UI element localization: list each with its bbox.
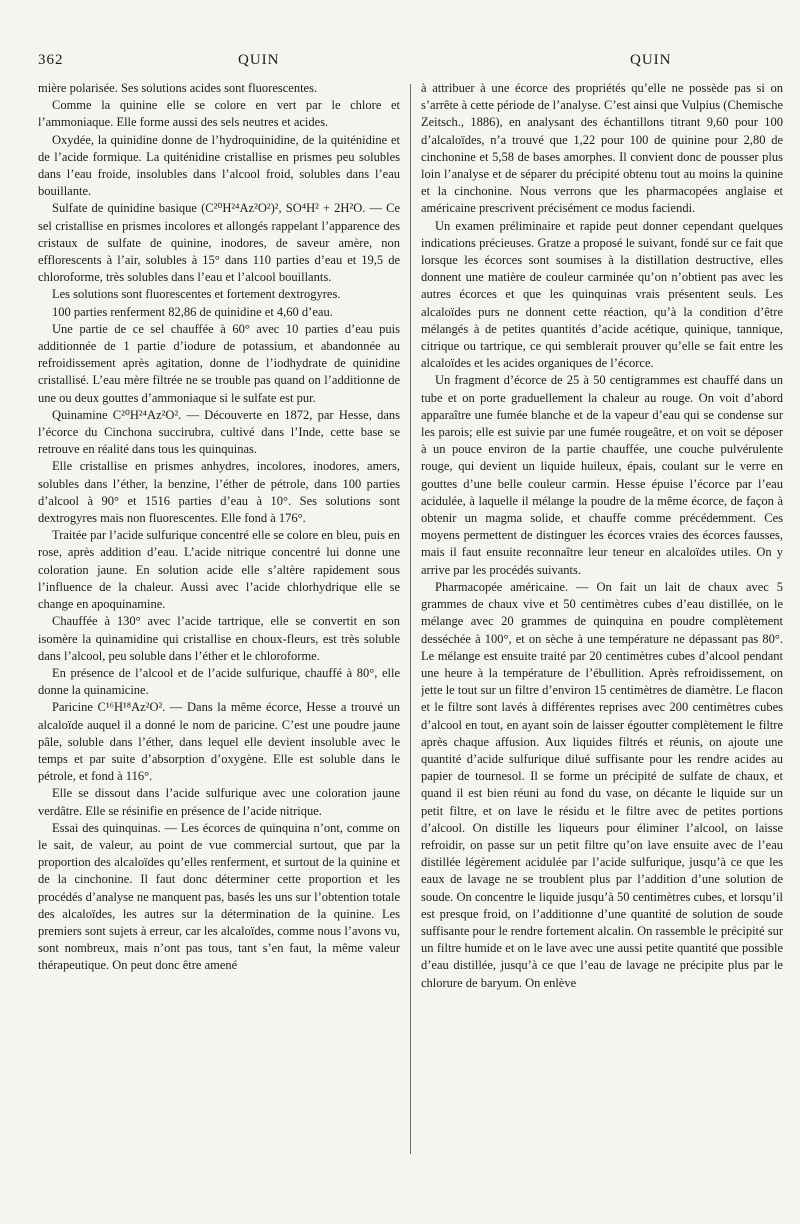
paragraph: Un examen préliminaire et rapide peut donner cependant quelques indications précieuses. Gratze a proposé le suivant, fondé sur ce fait que lorsque les écorces sont soumises à la distillation destructive, elles donnent une matière de couleur carminée qu’on n’obtient pas avec les autres écorces et que les quinquinas vrais présentent seuls. Les alcaloïdes purs ne donnent cette réaction, qu’à la condition d’être mélangés à de petites quantités d’acide acétique, quinique, tannique, citrique ou tartrique, ce qui semblerait prouver qu’elle se fait entre les alcaloïdes et les acides organiques de l’écorce. [421, 218, 783, 371]
running-title-right: QUIN [630, 52, 672, 68]
paragraph: Elle se dissout dans l’acide sulfurique avec une coloration jaune verdâtre. Elle se résinifie en présence de l’acide nitrique. [38, 786, 400, 818]
paragraph: Les solutions sont fluorescentes et fortement dextrogyres. [52, 287, 341, 302]
paragraph: mière polarisée. Ses solutions acides sont fluorescentes. [38, 81, 318, 95]
paragraph: Essai des quinquinas. — Les écorces de quinquina n’ont, comme on le sait, de valeur, au point de vue commercial surtout, que par la proportion des alcaloïdes qu’elles renferment, et surtout de la quinine et de la cinchonine. Il faut donc déterminer cette proportion et les procédés d’analyse ne manquent pas, basés les uns sur l’obtention totale des alcaloïdes, les autres sur la détermination de la quinine. Les premiers sont sujets à erreur, car les alcaloïdes, comme nous l’avons vu, sont nombreux, mais n’ont pas tous, tant s’en faut, la même valeur thérapeutique. On peut donc être amené [38, 820, 400, 973]
page-number: 362 [38, 52, 64, 68]
paragraph: Traitée par l’acide sulfurique concentré elle se colore en bleu, puis en rose, après addition d’eau. L’acide nitrique concentré lui donne une coloration jaune. En solution acide elle s’altère rapidement sous l’influence de la chaleur. Aussi avec l’acide chlorhydrique elle se change en apoquinamine. [38, 528, 400, 612]
running-header [38, 52, 770, 76]
paragraph: à attribuer à une écorce des propriétés qu’elle ne possède pas si on s’arrête à cette période de l’analyse. C’est ainsi que Vulpius (Chemische Zeitsch., 1886), en analysant des échantillons titrant 9,60 pour 100 d’alcaloïdes, n’a trouvé que 1,22 pour 100 de quinine pour 2,80 de cinchonine et 5,58 de bases amorphes. Il convient donc de pousser plus loin l’analyse et de séparer du précipité obtenu tout au moins la quinine et la cinchonine. Nous verrons que les pharmacopées anglaise et américaine prescrivent précisément ce modus faciendi. [421, 81, 783, 216]
running-title-left: QUIN [238, 52, 280, 68]
left-column [38, 80, 400, 1170]
paragraph: Oxydée, la quinidine donne de l’hydroquinidine, de la quiténidine et de l’acide formique. La quiténidine cristallise en prismes peu solubles dans l’eau froide, insolubles dans l’alcool froid, solubles dans l’eau bouillante. [38, 132, 400, 199]
paragraph: Sulfate de quinidine basique (C²⁰H²⁴Az²O²)², SO⁴H² + 2H²O. — Ce sel cristallise en prismes incolores et allongés rappelant l’apparence des cristaux de sulfate de quinine, inodores, de saveur amère, non efflorescents à l’air, solubles à 15° dans 110 parties d’eau et 19,5 de chloroforme, très solubles dans l’eau et l’alcool bouillants. [38, 201, 400, 285]
paragraph: Chauffée à 130° avec l’acide tartrique, elle se convertit en son isomère la quinamidine qui cristallise en choux-fleurs, est très soluble dans l’alcool, peu soluble dans l’éther et le chloroforme. [38, 614, 400, 663]
paragraph: Paricine C¹⁶H¹⁸Az²O². — Dans la même écorce, Hesse a trouvé un alcaloïde auquel il a donné le nom de paricine. C’est une poudre jaune pâle, soluble dans l’éther, dans lequel elle devient insoluble avec le temps et par suite d’absorption d’oxygène. Elle est soluble dans le pétrole, et fond à 116°. [38, 700, 400, 784]
paragraph: Pharmacopée américaine. — On fait un lait de chaux avec 5 grammes de chaux vive et 50 centimètres cubes d’eau distillée, on le mélange avec 20 grammes de quinquina en poudre complètement desséchée à 100°, et on sèche à une température ne dépassant pas 80°. Le mélange est ensuite traité par 20 centimètres cubes d’alcool pendant une heure à la température de l’ébullition. Après refroidissement, on jette le tout sur un filtre d’environ 15 centimètres de diamètre. Le flacon et le filtre sont lavés à différentes reprises avec 200 centimètres cubes d’alcool en tout, en ayant soin de laisser égoutter complètement le filtre après chaque affusion. Aux liquides filtrés et réunis, on ajoute une quantité d’acide sulfurique dilué suffisante pour les rendre acides au papier de tournesol. Il se forme un précipité de sulfate de chaux, et quand il est bien réuni au fond du vase, on décante le liquide sur un petit filtre, et on lave le résidu et le filtre avec de petites portions d’alcool. On distille les liqueurs pour éliminer l’alcool, on laisse refroidir, on passe sur un petit filtre qu’on lave ensuite avec de l’eau distillée légèrement acidulée par l’acide sulfurique, jusqu’à ce que les eaux de lavage ne se troublent plus par l’addition d’une solution de soude. On concentre le liquide jusqu’à 50 centimètres cubes, et lorsqu’il est presque froid, on l’additionne d’une quantité de solution de soude suffisante pour le rendre fortement alcalin. On rassemble le précipité sur un filtre humide et on le lave avec une aussi petite quantité que possible d’eau distillée, jusqu’à ce que l’eau de lavage ne précipite plus par le chlorure de baryum. On enlève [421, 579, 783, 990]
paragraph: Une partie de ce sel chauffée à 60° avec 10 parties d’eau puis additionnée de 1 partie d’iodure de potassium, et abandonnée au refroidissement après agitation, donne de l’iodhydrate de quinidine cristallisé. L’eau mère filtrée ne se trouble pas quand on l’additionne de une ou deux gouttes d’ammoniaque si le sulfate est pur. [38, 321, 400, 405]
paragraph: Un fragment d’écorce de 25 à 50 centigrammes est chauffé dans un tube et on porte graduellement la chaleur au rouge. On voit d’abord apparaître une fumée blanche et de la vapeur d’eau qui se condense sur les parois; elle est suivie par une fumée rougeâtre, et on voit se déposer à un pouce environ de la partie chauffée, une couche pulvérulente rouge, qui devient un liquide huileux, épais, coulant sur le verre en gouttes d’une belle couleur carmin. Hesse épuise l’écorce par l’eau acidulée, à laquelle il mélange la poudre de la même écorce, de façon à obtenir un magma solide, et chauffe comme précédemment. Ces moyens permettent de distinguer les écorces vraies des écorces fausses, mais il faut ensuite reconnaître leur teneur en alcaloïdes utiles. On y arrive par les procédés suivants. [421, 373, 783, 577]
paragraph: En présence de l’alcool et de l’acide sulfurique, chauffé à 80°, elle donne la quinamicine. [38, 665, 400, 698]
paragraph: Quinamine C²⁰H²⁴Az²O². — Découverte en 1872, par Hesse, dans l’écorce du Cinchona succirubra, cultivé dans l’Inde, cette base se retrouve en réalité dans tous les quinquinas. [38, 407, 400, 457]
column-divider [410, 84, 411, 1154]
paragraph: Elle cristallise en prismes anhydres, incolores, inodores, amers, solubles dans l’éther, la benzine, l’éther de pétrole, dans 100 parties d’alcool à 90° et 1516 parties d’eau à 10°. Ses solutions sont dextrogyres mais non fluorescentes. Elle fond à 176°. [38, 459, 400, 526]
paragraph: 100 parties renferment 82,86 de quinidine et 4,60 d’eau. [52, 304, 333, 319]
right-column [421, 80, 783, 1170]
paragraph: Comme la quinine elle se colore en vert par le chlore et l’ammoniaque. Elle forme aussi des sels neutres et acides. [38, 98, 400, 130]
